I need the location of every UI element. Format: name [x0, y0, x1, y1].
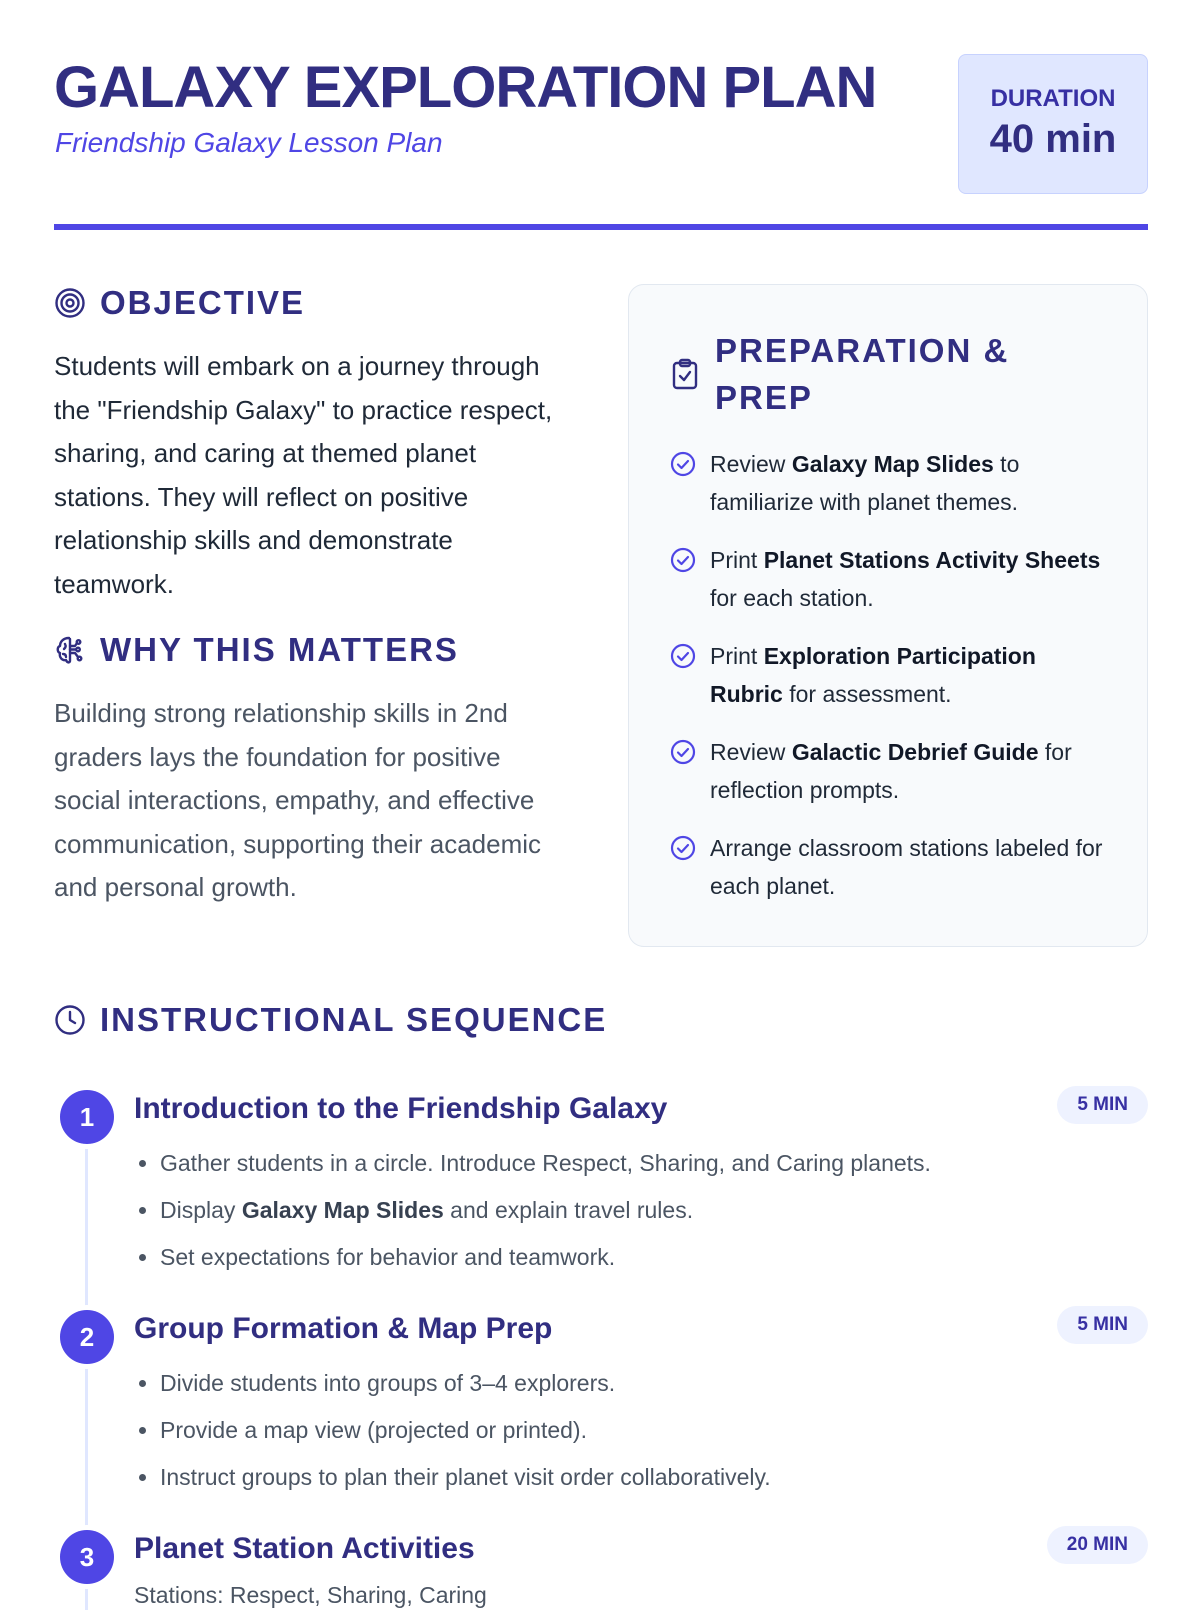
objective-text: Students will embark on a journey through the "Friendship Galaxy" to practice respect, sharing, and caring at themed planet stations. They will reflect on positive relationship skills and demonstrate teamwork.	[54, 351, 553, 599]
page-title: GALAXY EXPLORATION PLAN	[54, 55, 877, 120]
prep-item	[669, 637, 1109, 713]
prep-item-text-b: to familiarize with planet themes.	[710, 451, 1020, 515]
step-list	[134, 1140, 1120, 1281]
sequence-title: INSTRUCTIONAL SEQUENCE	[100, 1001, 608, 1038]
step-title: Group Formation & Map Prep	[134, 1312, 553, 1345]
prep-item-text-a: Review	[710, 739, 792, 765]
why-heading	[54, 631, 459, 669]
check-circle-icon	[669, 834, 697, 862]
step-item	[160, 1360, 1120, 1407]
prep-item	[669, 445, 1109, 521]
check-circle-icon	[669, 546, 697, 574]
prep-item-text-a: Print	[710, 547, 764, 573]
step-duration-badge: 5 MIN	[1057, 1306, 1148, 1344]
preparation-heading	[669, 327, 1055, 421]
prep-item-text-b: for reflection prompts.	[710, 739, 1072, 803]
prep-item-text	[710, 445, 1109, 521]
step-item	[160, 1407, 1120, 1454]
prep-item-text	[710, 733, 1109, 809]
check-circle-icon	[669, 738, 697, 766]
duration-box	[958, 54, 1148, 194]
step-item-text-a: Display	[160, 1197, 242, 1223]
step-item	[160, 1454, 1120, 1501]
preparation-title: PREPARATION & PREP	[715, 332, 1010, 416]
step-number: 3	[60, 1530, 114, 1584]
objective-heading	[54, 284, 305, 322]
duration-value: 40 min	[989, 117, 1117, 161]
prep-item-resource: Galaxy Map Slides	[791, 451, 994, 477]
clock-icon	[54, 1004, 86, 1036]
prep-item-text-a: Print	[710, 643, 764, 669]
step-item-text-b: and explain travel rules.	[443, 1197, 694, 1223]
step-item-text-a: Gather students in a circle. Introduce Respect, Sharing, and Caring planets.	[160, 1150, 931, 1176]
preparation-card	[628, 284, 1148, 947]
step-item-text-a: Provide a map view (projected or printed).	[160, 1417, 587, 1443]
step-item	[160, 1187, 1120, 1234]
step-item-text-a: Set expectations for behavior and teamwork.	[160, 1244, 616, 1270]
prep-item	[669, 733, 1109, 809]
prep-item-text	[710, 637, 1109, 713]
why-title: WHY THIS MATTERS	[100, 631, 459, 668]
preparation-list	[669, 445, 1109, 925]
clipboard-check-icon	[669, 358, 701, 390]
prep-item-text-a: Arrange classroom stations labeled for each planet.	[710, 835, 1103, 899]
step-number: 1	[60, 1090, 114, 1144]
prep-item-text-b: for each station.	[710, 585, 874, 611]
step-item	[160, 1140, 1120, 1187]
prep-item	[669, 829, 1109, 905]
prep-item-resource: Exploration Participation Rubric	[710, 643, 1036, 707]
target-icon	[54, 287, 86, 319]
header	[54, 52, 1148, 197]
check-circle-icon	[669, 642, 697, 670]
step-number: 2	[60, 1310, 114, 1364]
prep-item-text	[710, 541, 1109, 617]
header-divider	[54, 224, 1148, 230]
step-item	[160, 1234, 1120, 1281]
duration-label: DURATION	[990, 85, 1116, 112]
step-item-text-a: Instruct groups to plan their planet visit order collaboratively.	[160, 1464, 771, 1490]
page-subtitle: Friendship Galaxy Lesson Plan	[55, 127, 443, 158]
objective-title: OBJECTIVE	[100, 284, 306, 321]
why-text: Building strong relationship skills in 2nd graders lays the foundation for positive social interactions, empathy, and effective communication, supporting their academic and personal growth.	[54, 698, 542, 902]
step-duration-badge: 20 MIN	[1047, 1526, 1148, 1564]
sequence-heading	[54, 1001, 607, 1039]
check-circle-icon	[669, 450, 697, 478]
prep-item-text-b: for assessment.	[782, 681, 952, 707]
step-item-resource: Galaxy Map Slides	[241, 1197, 444, 1223]
step-item-text-a: Divide students into groups of 3–4 explorers.	[160, 1370, 616, 1396]
prep-item-text	[710, 829, 1109, 905]
lesson-plan-page	[54, 0, 1148, 1608]
step-title: Planet Station Activities	[134, 1532, 475, 1565]
step-list	[134, 1360, 1120, 1501]
prep-item-text-a: Review	[710, 451, 792, 477]
brain-icon	[54, 634, 86, 666]
prep-item	[669, 541, 1109, 617]
step-duration-badge: 5 MIN	[1057, 1086, 1148, 1124]
step-title: Introduction to the Friendship Galaxy	[134, 1092, 668, 1125]
step-note: Stations: Respect, Sharing, Caring	[134, 1582, 487, 1608]
prep-item-resource: Galactic Debrief Guide	[791, 739, 1039, 765]
prep-item-resource: Planet Stations Activity Sheets	[763, 547, 1101, 573]
